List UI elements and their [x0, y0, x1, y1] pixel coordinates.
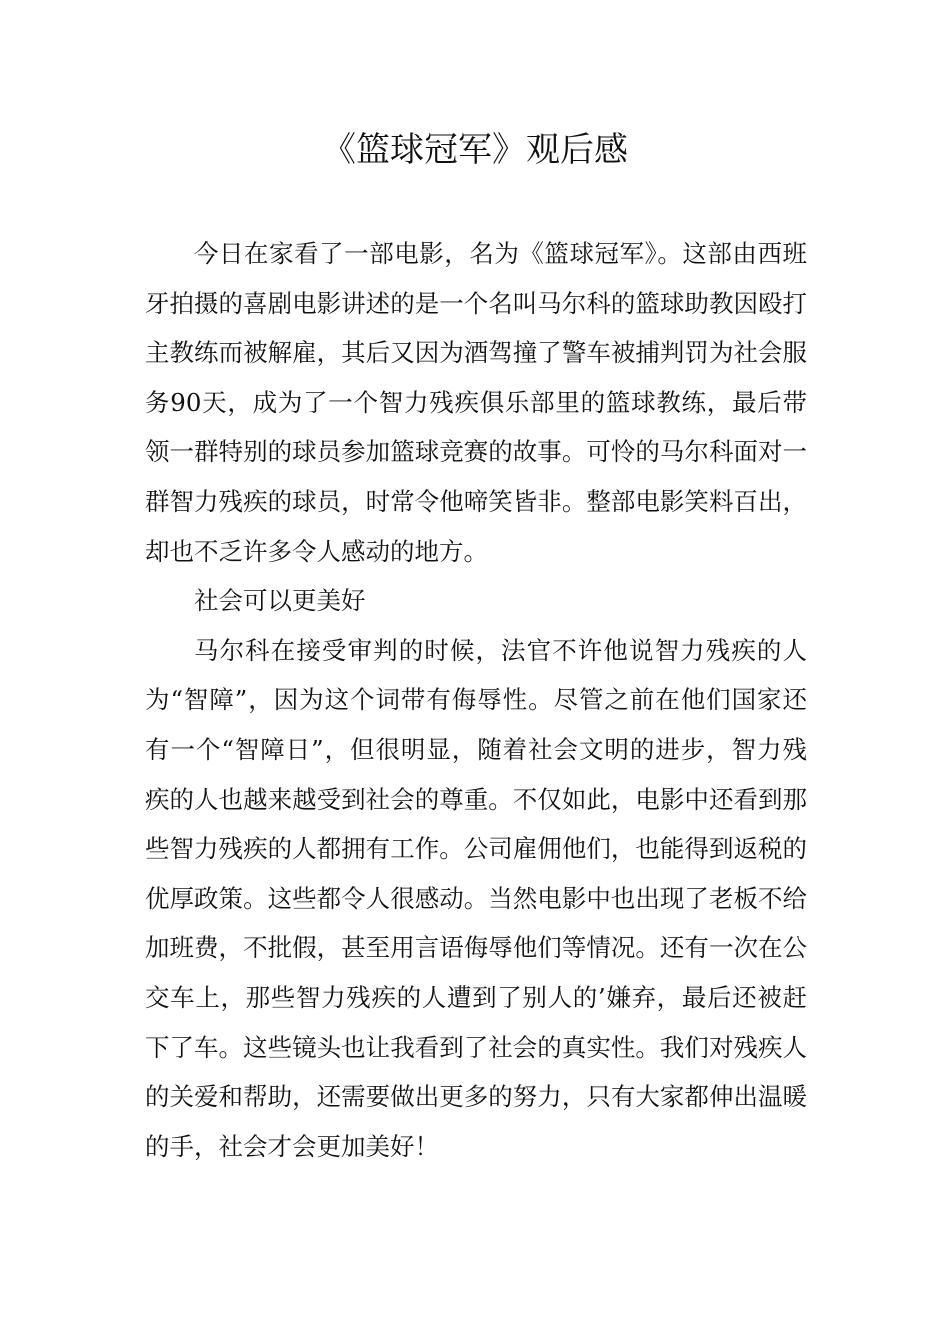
document-body [145, 229, 807, 1171]
paragraph-intro: 今日在家看了一部电影，名为《篮球冠军》。这部由西班牙拍摄的喜剧电影讲述的是一个名叫马尔科的篮球助教因殴打主教练而被解雇，其后又因为酒驾撞了警车被捕判罚为社会服务90天，成为了一个智力残疾俱乐部里的篮球教练，最后带领一群特别的球员参加篮球竞赛的故事。可怜的马尔科面对一群智力残疾的球员，时常令他啼笑皆非。整部电影笑料百出，却也不乏许多令人感动的地方。 [145, 239, 807, 566]
section-heading: 社会可以更美好 [194, 586, 366, 616]
paragraph-society: 马尔科在接受审判的时候，法官不许他说智力残疾的人为“智障”，因为这个词带有侮辱性。尽管之前在他们国家还有一个“智障日”，但很明显，随着社会文明的进步，智力残疾的人也越来越受到社会的尊重。不仅如此，电影中还看到那些智力残疾的人都拥有工作。公司雇佣他们，也能得到返税的优厚政策。这些都令人很感动。当然电影中也出现了老板不给加班费，不批假，甚至用言语侮辱他们等情况。还有一次在公交车上，那些智力残疾的人遭到了别人的’嫌弃，最后还被赶下了车。这些镜头也让我看到了社会的真实性。我们对残疾人的关爱和帮助，还需要做出更多的努力，只有大家都伸出温暖的手，社会才会更加美好！ [145, 635, 807, 1161]
document-title: 《篮球冠军》观后感 [322, 130, 628, 170]
